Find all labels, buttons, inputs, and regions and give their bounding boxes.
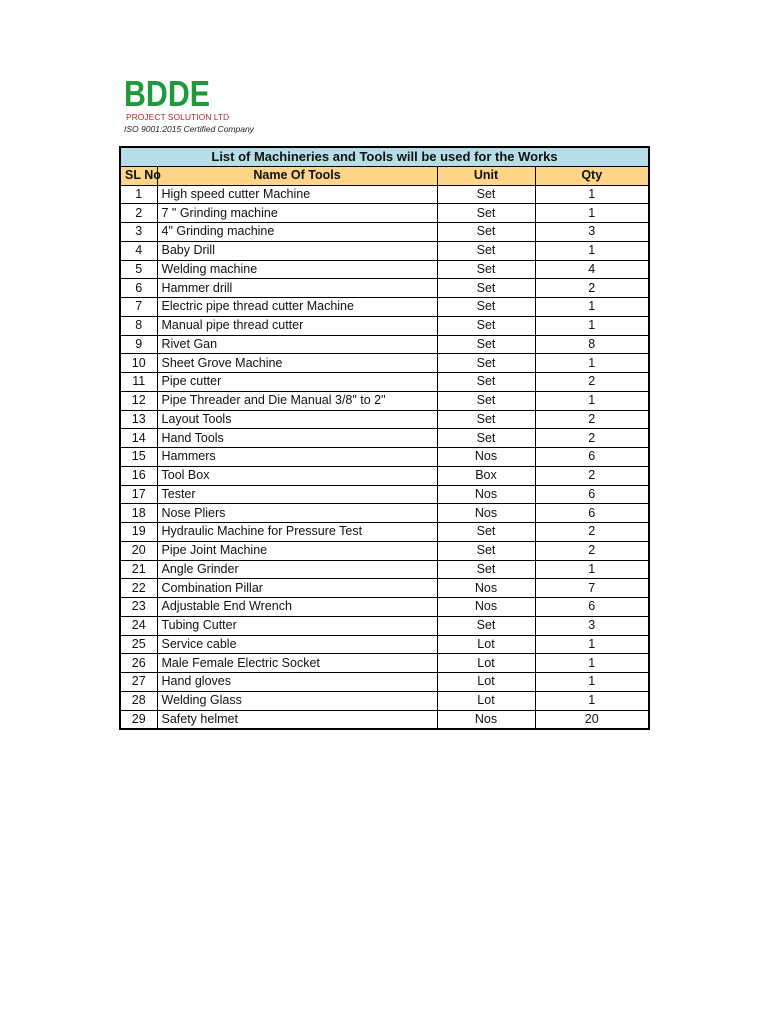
row-sl-no: 17: [120, 485, 157, 504]
row-tool-name: 7 " Grinding machine: [157, 204, 437, 223]
row-qty: 3: [535, 223, 649, 242]
row-qty: 1: [535, 298, 649, 317]
row-sl-no: 5: [120, 260, 157, 279]
row-qty: 3: [535, 616, 649, 635]
row-unit: Set: [437, 410, 535, 429]
table-row: [120, 691, 649, 710]
row-sl-no: 9: [120, 335, 157, 354]
row-tool-name: Male Female Electric Socket: [157, 654, 437, 673]
row-unit: Nos: [437, 448, 535, 467]
row-sl-no: 24: [120, 616, 157, 635]
table-row: [120, 654, 649, 673]
certification-text: ISO 9001:2015 Certified Company: [124, 124, 254, 134]
row-qty: 7: [535, 579, 649, 598]
row-tool-name: Baby Drill: [157, 241, 437, 260]
table-row: [120, 373, 649, 392]
row-tool-name: Pipe cutter: [157, 373, 437, 392]
row-qty: 1: [535, 241, 649, 260]
row-sl-no: 15: [120, 448, 157, 467]
tools-table: [119, 146, 650, 730]
table-row: [120, 523, 649, 542]
table-row: [120, 448, 649, 467]
row-qty: 1: [535, 316, 649, 335]
row-tool-name: Welding Glass: [157, 691, 437, 710]
table-row: [120, 185, 649, 204]
row-unit: Set: [437, 560, 535, 579]
row-tool-name: Manual pipe thread cutter: [157, 316, 437, 335]
row-qty: 1: [535, 635, 649, 654]
row-sl-no: 29: [120, 710, 157, 729]
table-row: [120, 710, 649, 729]
row-unit: Nos: [437, 579, 535, 598]
row-tool-name: Angle Grinder: [157, 560, 437, 579]
row-tool-name: Hand Tools: [157, 429, 437, 448]
row-qty: 6: [535, 485, 649, 504]
row-sl-no: 10: [120, 354, 157, 373]
table-row: [120, 635, 649, 654]
row-qty: 1: [535, 354, 649, 373]
row-tool-name: Hammer drill: [157, 279, 437, 298]
row-qty: 1: [535, 691, 649, 710]
header-sl-no: SL No: [120, 166, 157, 185]
row-tool-name: Tool Box: [157, 466, 437, 485]
row-sl-no: 21: [120, 560, 157, 579]
row-unit: Set: [437, 429, 535, 448]
row-qty: 2: [535, 373, 649, 392]
row-sl-no: 11: [120, 373, 157, 392]
row-unit: Set: [437, 373, 535, 392]
row-tool-name: Sheet Grove Machine: [157, 354, 437, 373]
row-unit: Set: [437, 354, 535, 373]
row-qty: 8: [535, 335, 649, 354]
row-sl-no: 14: [120, 429, 157, 448]
row-tool-name: Pipe Joint Machine: [157, 541, 437, 560]
table-row: [120, 223, 649, 242]
row-sl-no: 1: [120, 185, 157, 204]
header-unit: Unit: [437, 166, 535, 185]
row-sl-no: 7: [120, 298, 157, 317]
row-sl-no: 12: [120, 391, 157, 410]
row-tool-name: Combination Pillar: [157, 579, 437, 598]
row-unit: Box: [437, 466, 535, 485]
row-tool-name: Electric pipe thread cutter Machine: [157, 298, 437, 317]
table-body: [120, 185, 649, 729]
row-sl-no: 27: [120, 673, 157, 692]
table-row: [120, 541, 649, 560]
row-sl-no: 23: [120, 598, 157, 617]
row-tool-name: Service cable: [157, 635, 437, 654]
table-row: [120, 204, 649, 223]
row-tool-name: Pipe Threader and Die Manual 3/8" to 2": [157, 391, 437, 410]
row-tool-name: Rivet Gan: [157, 335, 437, 354]
row-unit: Set: [437, 335, 535, 354]
row-qty: 6: [535, 504, 649, 523]
row-tool-name: Hand gloves: [157, 673, 437, 692]
row-qty: 4: [535, 260, 649, 279]
row-qty: 2: [535, 541, 649, 560]
company-subtitle: PROJECT SOLUTION LTD: [126, 112, 230, 122]
row-tool-name: Nose Pliers: [157, 504, 437, 523]
row-unit: Set: [437, 541, 535, 560]
row-tool-name: Hammers: [157, 448, 437, 467]
row-sl-no: 25: [120, 635, 157, 654]
row-sl-no: 3: [120, 223, 157, 242]
row-unit: Set: [437, 223, 535, 242]
row-tool-name: Tubing Cutter: [157, 616, 437, 635]
row-unit: Set: [437, 279, 535, 298]
row-qty: 20: [535, 710, 649, 729]
logo-text: BDDE: [124, 73, 210, 114]
row-unit: Nos: [437, 710, 535, 729]
header-qty: Qty: [535, 166, 649, 185]
row-unit: Set: [437, 391, 535, 410]
table-row: [120, 579, 649, 598]
row-sl-no: 26: [120, 654, 157, 673]
row-tool-name: High speed cutter Machine: [157, 185, 437, 204]
table-row: [120, 673, 649, 692]
row-unit: Set: [437, 523, 535, 542]
row-tool-name: Tester: [157, 485, 437, 504]
row-unit: Lot: [437, 654, 535, 673]
row-unit: Nos: [437, 504, 535, 523]
table-row: [120, 598, 649, 617]
row-qty: 2: [535, 429, 649, 448]
table-header-row: [120, 166, 649, 185]
table-row: [120, 335, 649, 354]
row-unit: Set: [437, 298, 535, 317]
row-unit: Lot: [437, 635, 535, 654]
row-unit: Set: [437, 616, 535, 635]
row-unit: Set: [437, 204, 535, 223]
row-sl-no: 19: [120, 523, 157, 542]
table-row: [120, 485, 649, 504]
row-qty: 2: [535, 279, 649, 298]
row-qty: 6: [535, 598, 649, 617]
row-unit: Set: [437, 260, 535, 279]
table-row: [120, 279, 649, 298]
row-tool-name: Welding machine: [157, 260, 437, 279]
table-row: [120, 241, 649, 260]
row-sl-no: 13: [120, 410, 157, 429]
table-title: List of Machineries and Tools will be used for the Works: [120, 147, 649, 166]
table-row: [120, 316, 649, 335]
row-qty: 2: [535, 466, 649, 485]
row-sl-no: 2: [120, 204, 157, 223]
table-row: [120, 429, 649, 448]
row-qty: 1: [535, 673, 649, 692]
row-unit: Nos: [437, 485, 535, 504]
row-qty: 1: [535, 185, 649, 204]
table-row: [120, 354, 649, 373]
row-tool-name: Hydraulic Machine for Pressure Test: [157, 523, 437, 542]
table-row: [120, 391, 649, 410]
row-tool-name: Adjustable End Wrench: [157, 598, 437, 617]
row-unit: Lot: [437, 691, 535, 710]
row-sl-no: 6: [120, 279, 157, 298]
table-row: [120, 298, 649, 317]
row-qty: 1: [535, 560, 649, 579]
table-title-row: [120, 147, 649, 166]
row-tool-name: Safety helmet: [157, 710, 437, 729]
table-row: [120, 260, 649, 279]
row-sl-no: 28: [120, 691, 157, 710]
row-sl-no: 16: [120, 466, 157, 485]
row-tool-name: Layout Tools: [157, 410, 437, 429]
row-qty: 1: [535, 654, 649, 673]
row-qty: 1: [535, 391, 649, 410]
row-unit: Set: [437, 316, 535, 335]
row-sl-no: 4: [120, 241, 157, 260]
row-unit: Nos: [437, 598, 535, 617]
row-sl-no: 8: [120, 316, 157, 335]
logo-icon: [124, 73, 214, 114]
table-row: [120, 616, 649, 635]
row-qty: 2: [535, 410, 649, 429]
row-unit: Lot: [437, 673, 535, 692]
table-row: [120, 504, 649, 523]
row-tool-name: 4" Grinding machine: [157, 223, 437, 242]
row-unit: Set: [437, 185, 535, 204]
row-qty: 1: [535, 204, 649, 223]
row-qty: 6: [535, 448, 649, 467]
row-sl-no: 20: [120, 541, 157, 560]
row-sl-no: 22: [120, 579, 157, 598]
table-row: [120, 466, 649, 485]
table-row: [120, 410, 649, 429]
header-name: Name Of Tools: [157, 166, 437, 185]
table-row: [120, 560, 649, 579]
row-sl-no: 18: [120, 504, 157, 523]
row-unit: Set: [437, 241, 535, 260]
row-qty: 2: [535, 523, 649, 542]
